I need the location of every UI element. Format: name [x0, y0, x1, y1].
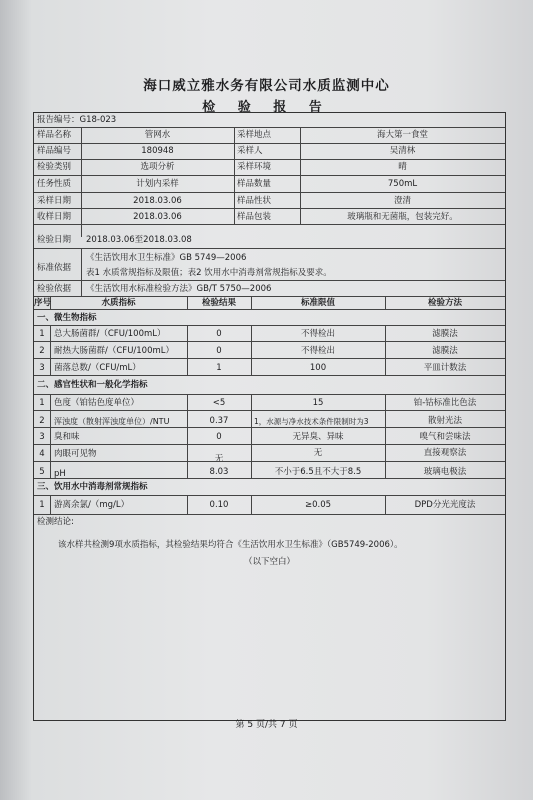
row-result: 0 — [216, 432, 222, 442]
row-limit: 不得检出 — [300, 346, 335, 356]
col-header-item: 水质指标 — [101, 298, 136, 308]
row-method: 平皿计数法 — [423, 363, 467, 373]
row-no: 1 — [39, 398, 45, 408]
col-header-limit: 标准限值 — [300, 298, 335, 308]
row-result: 8.03 — [209, 467, 229, 477]
row-method: 滤膜法 — [432, 346, 458, 356]
row-result: 0 — [216, 329, 222, 339]
row-limit: 1，水源与净水技术条件限制时为3 — [254, 417, 369, 426]
row-limit: ≥0.05 — [304, 500, 332, 510]
row-item: 色度（铂钴色度单位） — [54, 398, 140, 408]
row-method: 散射光法 — [427, 416, 462, 426]
sample-no-value: 180948 — [141, 146, 174, 156]
row-item: 臭和味 — [54, 432, 80, 442]
report-number: 报告编号：G18-023 — [37, 115, 117, 125]
task-value: 计划内采样 — [136, 179, 179, 189]
row-method: 滤膜法 — [432, 329, 458, 339]
row-no: 3 — [39, 432, 45, 442]
qty-value: 750mL — [387, 179, 418, 189]
row-no: 2 — [39, 416, 45, 426]
conclusion-text: 该水样共检测9项水质指标，其检验结果均符合《生活饮用水卫生标准》（GB5749-2006）。 — [58, 540, 403, 550]
org-title: 海口威立雅水务有限公司水质监测中心 — [143, 78, 390, 94]
task-label: 任务性质 — [37, 179, 72, 189]
property-label: 样品性状 — [237, 196, 272, 206]
row-method: 铂-钴标准比色法 — [413, 398, 477, 408]
row-item: 浑浊度（散射浑浊度单位）/NTU — [54, 417, 170, 426]
method-value: 《生活饮用水标准检验方法》GB/T 5750—2006 — [86, 284, 272, 294]
conclusion-label: 检测结论: — [37, 517, 74, 527]
page-footer: 第 5 页/共 7 页 — [235, 720, 298, 730]
row-result: 1 — [216, 363, 222, 373]
row-result: <5 — [212, 398, 226, 408]
row-item: 菌落总数/（CFU/mL） — [54, 363, 141, 373]
row-no: 2 — [39, 346, 45, 356]
row-method: DPD分光光度法 — [414, 500, 476, 510]
sample-date-value: 2018.03.06 — [133, 196, 182, 206]
method-label: 检验依据 — [37, 284, 72, 294]
col-header-result: 检验结果 — [201, 298, 236, 308]
section-title: 二、感官性状和一般化学指标 — [37, 380, 148, 390]
row-result: 无 — [214, 454, 224, 464]
qty-label: 样品数量 — [237, 179, 272, 189]
standard-line-2: 表1 水质常规指标及限值；表2 饮用水中消毒剂常规指标及要求。 — [86, 268, 332, 278]
receive-date-label: 收样日期 — [37, 212, 72, 222]
row-limit: 15 — [312, 398, 324, 408]
col-header-no: 序号 — [34, 298, 52, 308]
row-limit: 无异臭、异味 — [292, 432, 344, 442]
row-limit: 100 — [309, 363, 327, 373]
row-no: 3 — [39, 363, 45, 373]
standard-line-1: 《生活饮用水卫生标准》GB 5749—2006 — [86, 253, 247, 263]
env-value: 晴 — [398, 162, 407, 172]
row-result: 0.37 — [209, 416, 229, 426]
report-table — [33, 112, 506, 721]
row-method: 嗅气和尝味法 — [419, 432, 471, 442]
sampler-value: 吴清林 — [389, 146, 416, 156]
row-item: 游离余氯/（mg/L） — [54, 500, 130, 510]
row-method: 玻璃电极法 — [423, 467, 467, 477]
row-no: 1 — [39, 500, 45, 510]
env-label: 采样环境 — [237, 162, 272, 172]
standard-label: 标准依据 — [37, 263, 72, 273]
site-value: 海大第一食堂 — [376, 130, 428, 140]
row-item: 总大肠菌群/（CFU/100mL） — [54, 329, 166, 339]
row-item: 肉眼可见物 — [54, 449, 97, 459]
test-type-label: 检验类别 — [37, 162, 72, 172]
blank-note: （以下空白） — [243, 557, 295, 567]
row-no: 4 — [39, 449, 45, 459]
package-label: 样品包装 — [237, 212, 272, 222]
row-method: 直接观察法 — [423, 448, 467, 458]
sample-no-label: 样品编号 — [37, 146, 72, 156]
row-result: 0.10 — [209, 500, 229, 510]
section-title: 三、饮用水中消毒剂常规指标 — [37, 482, 148, 492]
report-title: 检 验 报 告 — [202, 100, 331, 115]
package-value: 玻璃瓶和无菌瓶，包装完好。 — [347, 212, 458, 222]
col-header-method: 检验方法 — [427, 298, 462, 308]
sample-name-value: 管网水 — [144, 130, 171, 140]
test-date-label: 检验日期 — [37, 235, 72, 245]
row-limit: 不得检出 — [300, 329, 335, 339]
site-label: 采样地点 — [237, 130, 272, 140]
row-item: 耐热大肠菌群/（CFU/100mL） — [54, 346, 175, 356]
row-result: 0 — [216, 346, 222, 356]
section-title: 一、微生物指标 — [37, 313, 97, 323]
test-date-value: 2018.03.06至2018.03.08 — [86, 235, 192, 245]
row-no: 5 — [39, 467, 45, 477]
row-item: pH — [54, 469, 66, 479]
property-value: 澄清 — [393, 196, 411, 206]
sample-name-label: 样品名称 — [37, 130, 72, 140]
test-type-value: 选项分析 — [140, 162, 175, 172]
receive-date-value: 2018.03.06 — [133, 212, 182, 222]
sampler-label: 采样人 — [237, 146, 263, 156]
row-limit: 无 — [313, 448, 323, 458]
row-no: 1 — [39, 329, 45, 339]
row-limit: 不小于6.5且不大于8.5 — [274, 467, 362, 477]
sample-date-label: 采样日期 — [37, 196, 72, 206]
